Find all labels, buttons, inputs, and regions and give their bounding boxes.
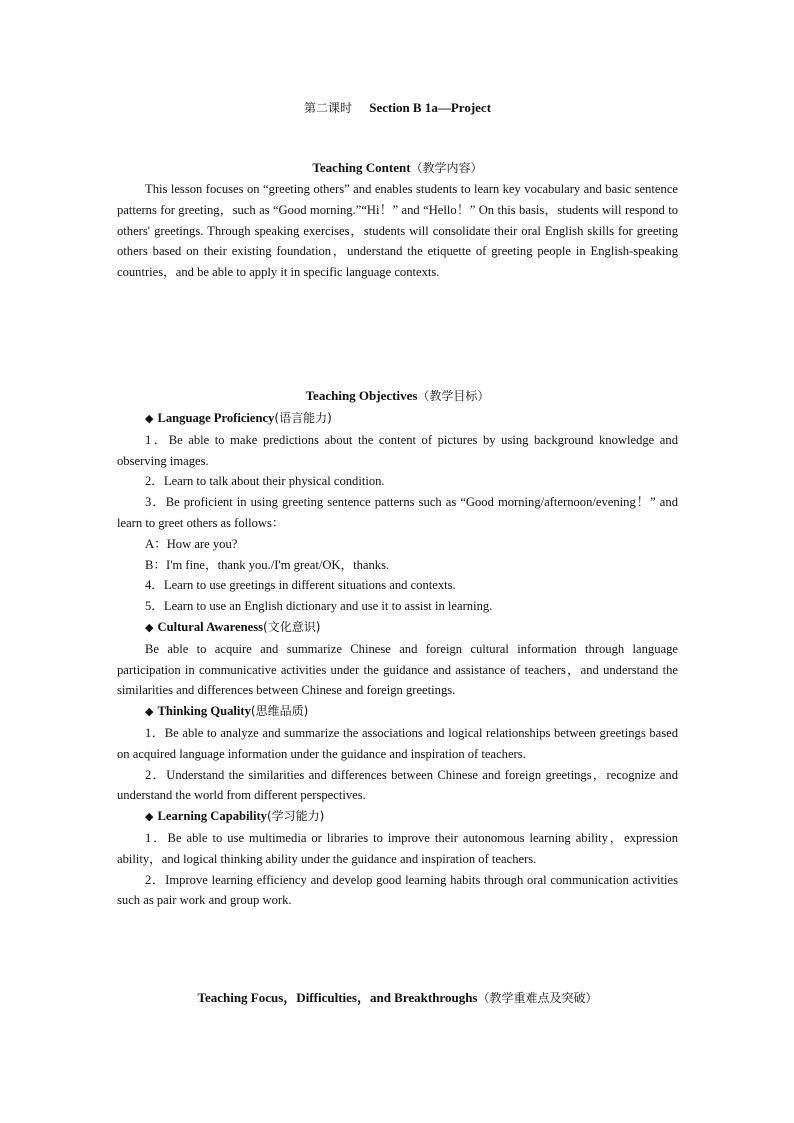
- teaching-content-paragraph: This lesson focuses on “greeting others” and enables students to learn key vocabulary and basic sentence patterns for greeting，such as “Good morning.”“Hi！” and “Hello！” On this basis，students will respond to others' greetings. Through speaking exercises，students will consolidate their oral English skills for greeting others based on their existing foundation，understand the etiquette of greeting people in English-speaking countries，and be able to apply it in specific language contexts.: [117, 182, 678, 280]
- diamond-bullet-icon: ◆: [145, 413, 154, 425]
- teaching-objectives-heading: [117, 386, 678, 407]
- teaching-objectives-section: [117, 408, 678, 911]
- diamond-bullet-icon: ◆: [145, 706, 154, 719]
- thinking-quality-heading: ◆ Thinking Quality(思维品质): [145, 704, 309, 719]
- learning-capability-heading: ◆ Learning Capability(学习能力): [145, 809, 325, 824]
- teaching-focus-heading: [117, 988, 678, 1009]
- cultural-awareness-heading: ◆ Cultural Awareness(文化意识): [145, 619, 321, 634]
- dialogue-line-b: B：I'm fine，thank you./I'm great/OK，thanks.: [145, 557, 390, 572]
- diamond-bullet-icon: ◆: [145, 811, 154, 824]
- lesson-title-cn: 第二课时: [303, 101, 352, 115]
- language-item-2: 2．Learn to talk about their physical condition.: [145, 474, 385, 489]
- thinking-item-2: 2．Understand the similarities and differences between Chinese and foreign greetings，recognize and understand the world from different perspectives.: [117, 767, 678, 803]
- teaching-objectives-heading-cn: （教学目标）: [417, 389, 490, 403]
- cultural-awareness-text: Be able to acquire and summarize Chinese and foreign cultural information through language participation in communicative activities under the guidance and assistance of teachers，and understand the similarities and differences between Chinese and foreign greetings.: [117, 641, 678, 698]
- diamond-bullet-icon: ◆: [145, 621, 154, 634]
- dialogue-line-a: A：How are you?: [145, 536, 238, 551]
- lesson-title: [117, 98, 678, 119]
- teaching-content-heading-en: Teaching Content: [312, 160, 411, 175]
- teaching-content-heading-cn: （教学内容）: [410, 161, 483, 175]
- teaching-content-section: [117, 179, 678, 283]
- thinking-item-1: 1．Be able to analyze and summarize the associations and logical relationships between greetings based on acquired language information under the guidance and inspiration of teachers.: [117, 725, 678, 761]
- teaching-focus-heading-en: Teaching Focus，Difficulties，and Breakthroughs: [197, 990, 478, 1005]
- language-item-1: 1．Be able to make predictions about the content of pictures by using background knowledge and observing images.: [117, 432, 678, 468]
- lesson-title-en: Section B 1a—Project: [369, 100, 492, 115]
- language-item-3: 3．Be proficient in using greeting sentence patterns such as “Good morning/afternoon/evening！” and learn to greet others as follows：: [117, 495, 678, 530]
- language-proficiency-heading: ◆ Language Proficiency(语言能力): [145, 411, 332, 425]
- teaching-focus-heading-cn: （教学重难点及突破）: [477, 991, 598, 1005]
- teaching-objectives-heading-en: Teaching Objectives: [305, 388, 418, 403]
- teaching-content-heading: [117, 158, 678, 179]
- language-item-4: 4．Learn to use greetings in different situations and contexts.: [145, 578, 456, 593]
- language-item-5: 5．Learn to use an English dictionary and use it to assist in learning.: [145, 599, 493, 614]
- learning-item-1: 1．Be able to use multimedia or libraries to improve their autonomous learning ability，expression ability，and logical thinking ability under the guidance and inspiration of teachers.: [117, 830, 678, 866]
- learning-item-2: 2．Improve learning efficiency and develop good learning habits through oral communication activities such as pair work and group work.: [117, 872, 678, 908]
